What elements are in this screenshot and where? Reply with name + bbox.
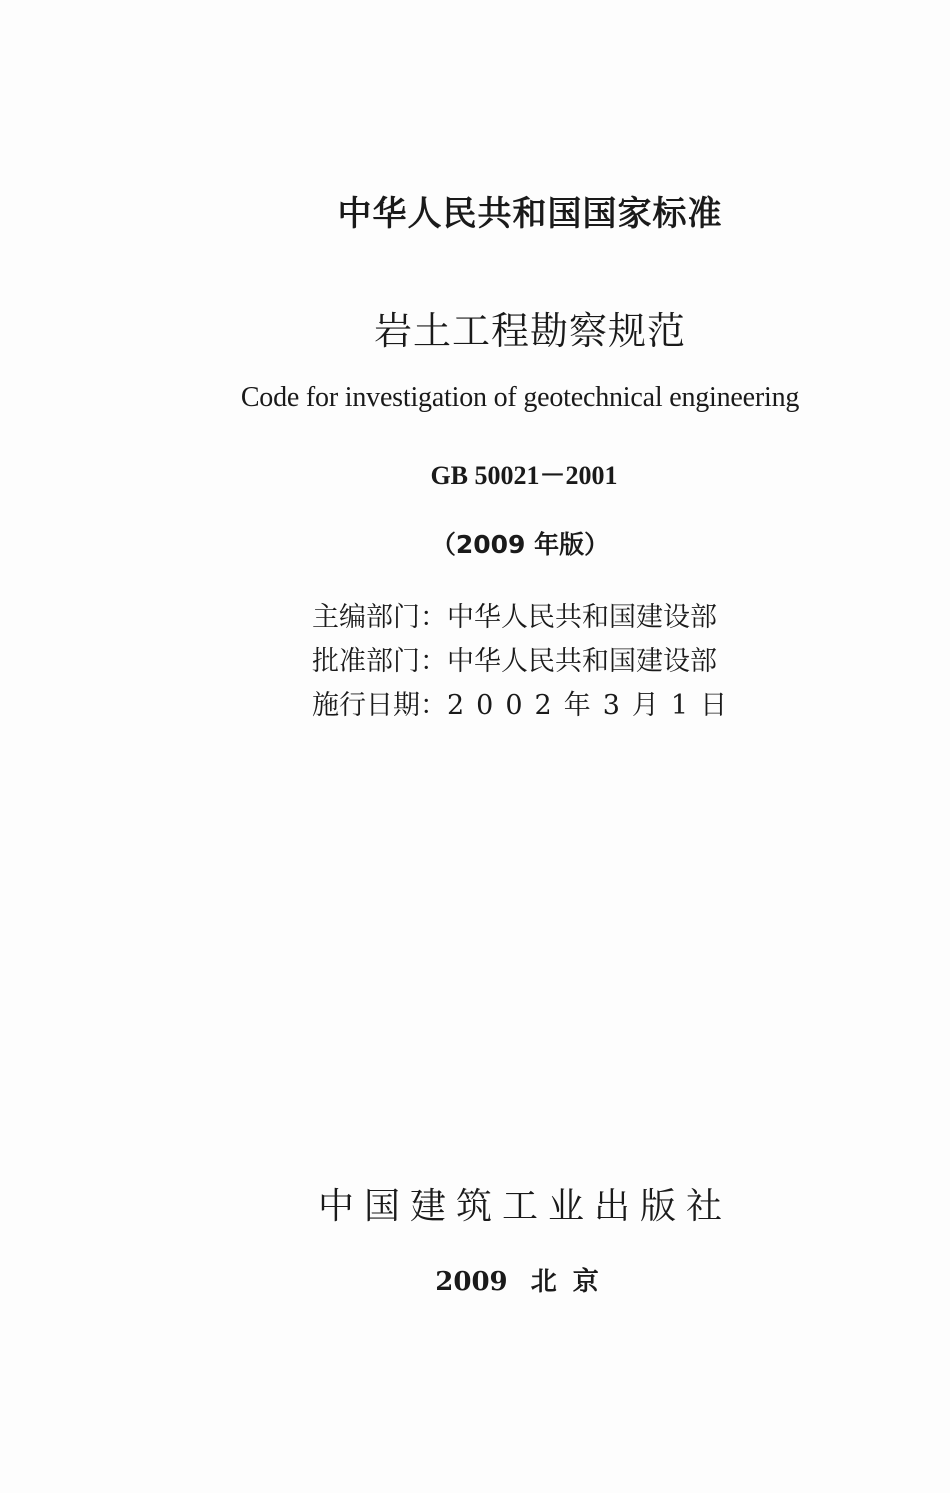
editor-row bbox=[312, 596, 739, 640]
effective-date-row bbox=[312, 684, 739, 728]
edition-label: （2009 年版） bbox=[430, 530, 610, 559]
issuing-info bbox=[312, 596, 739, 728]
publication-year: 2009 bbox=[435, 1267, 508, 1297]
publication-city: 北京 bbox=[530, 1267, 615, 1297]
approver-row bbox=[312, 640, 739, 684]
approver-value: 中华人民共和国建设部 bbox=[447, 646, 717, 677]
approver-label: 批准部门： bbox=[312, 646, 447, 677]
publication-place bbox=[0, 1261, 950, 1298]
effective-date-label: 施行日期： bbox=[312, 690, 447, 721]
document-title-chinese: 岩土工程勘察规范 bbox=[373, 309, 686, 353]
standard-type-heading: 中华人民共和国国家标准 bbox=[337, 194, 723, 234]
document-title-english: Code for investigation of geotechnical engineering bbox=[240, 382, 800, 413]
editor-value: 中华人民共和国建设部 bbox=[447, 602, 717, 633]
publisher-name: 中国建筑工业出版社 bbox=[317, 1186, 732, 1227]
editor-label: 主编部门： bbox=[312, 602, 447, 633]
standard-code: GB 50021－2001 bbox=[430, 461, 618, 490]
effective-date-value: 2002年3月1日 bbox=[447, 690, 740, 721]
